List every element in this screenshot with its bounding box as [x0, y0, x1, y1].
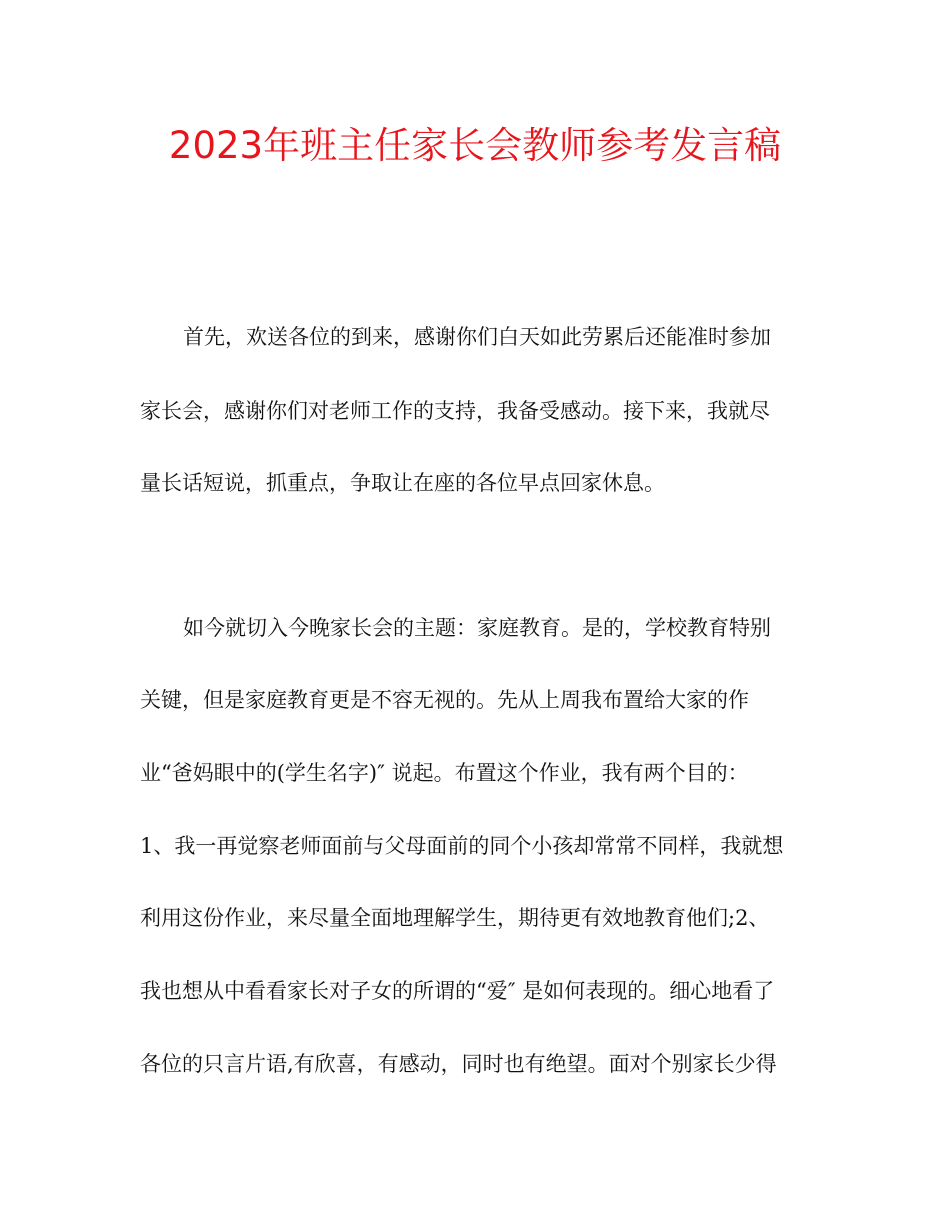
paragraph-line: 我也想从中看看家长对子女的所谓的“爱″ 是如何表现的。细心地看了 [140, 979, 775, 1003]
paragraph-line: 家长会，感谢你们对老师工作的支持，我备受感动。接下来，我就尽 [140, 399, 770, 423]
paragraph-line: 如今就切入今晚家长会的主题：家庭教育。是的，学校教育特别 [183, 616, 771, 640]
document-title: 2023年班主任家长会教师参考发言稿 [168, 124, 782, 167]
paragraph-line: 利用这份作业，来尽量全面地理解学生，期待更有效地教育他们;2、 [140, 906, 770, 930]
paragraph-line: 1、我一再觉察老师面前与父母面前的同个小孩却常常不同样，我就想 [140, 834, 784, 858]
paragraph-line: 业“爸妈眼中的(学生名字)″ 说起。布置这个作业，我有两个目的： [140, 761, 749, 785]
paragraph-line: 首先，欢送各位的到来，感谢你们白天如此劳累后还能准时参加 [183, 325, 771, 349]
paragraph-line: 量长话短说，抓重点，争取让在座的各位早点回家休息。 [140, 471, 665, 495]
paragraph-line: 各位的只言片语,有欣喜，有感动，同时也有绝望。面对个别家长少得 [140, 1052, 777, 1076]
paragraph-line: 关键，但是家庭教育更是不容无视的。先从上周我布置给大家的作 [140, 688, 749, 712]
